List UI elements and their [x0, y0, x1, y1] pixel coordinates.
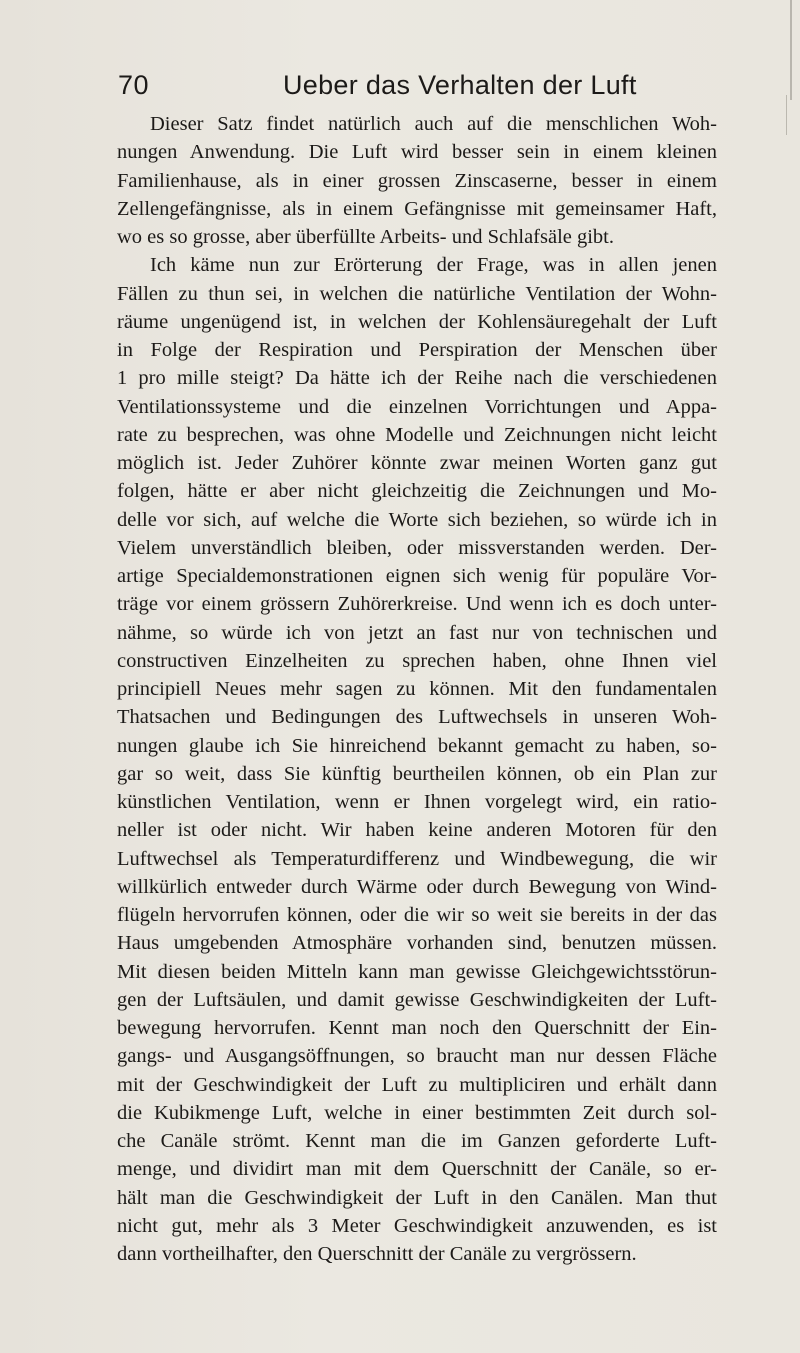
text-line: constructiven Einzelheiten zu sprechen haben, ohne Ihnen viel [117, 649, 717, 672]
text-line: wo es so grosse, aber überfüllte Arbeits- und Schlafsäle gibt. [117, 226, 615, 248]
text-line: flügeln hervorrufen können, oder die wir so weit sie bereits in der das [117, 904, 717, 926]
text-line: träge vor einem grössern Zuhörerkreise. Und wenn ich es doch unter- [117, 593, 717, 616]
text-line: Haus umgebenden Atmosphäre vorhanden sind, benutzen müssen. [117, 932, 717, 955]
text-line: artige Specialdemonstrationen eignen sich wenig für populäre Vor- [117, 565, 717, 587]
text-line: Mit diesen beiden Mitteln kann man gewisse Gleichgewichtsstörun- [117, 960, 717, 983]
text-line: delle vor sich, auf welche die Worte sich beziehen, so würde ich in [117, 508, 717, 531]
text-line: räume ungenügend ist, in welchen der Kohlensäuregehalt der Luft [117, 310, 717, 333]
text-line: menge, und dividirt man mit dem Querschnitt der Canäle, so er- [117, 1158, 717, 1181]
text-line: 1 pro mille steigt? Da hätte ich der Reihe nach die verschiedenen [117, 367, 717, 390]
text-line: nicht gut, mehr als 3 Meter Geschwindigkeit anzuwenden, es ist [117, 1214, 717, 1237]
text-line: rate zu besprechen, was ohne Modelle und Zeichnungen nicht leicht [117, 423, 717, 446]
running-title: Ueber das Verhalten der Luft [283, 70, 637, 100]
text-line: künstlichen Ventilation, wenn er Ihnen vorgelegt wird, ein ratio- [117, 791, 717, 813]
paragraph-2 [117, 251, 717, 1268]
text-line: nähme, so würde ich von jetzt an fast nur von technischen und [117, 621, 717, 644]
page-edge-mark-lower [786, 95, 787, 135]
text-line: Thatsachen und Bedingungen des Luftwechsels in unseren Woh- [117, 706, 717, 729]
text-line: Fällen zu thun sei, in welchen die natürliche Ventilation der Wohn- [117, 282, 717, 305]
body-text [117, 110, 717, 1268]
text-line: hält man die Geschwindigkeit der Luft in den Canälen. Man thut [117, 1186, 717, 1209]
page-edge-mark [790, 0, 792, 100]
text-line: nungen Anwendung. Die Luft wird besser sein in einem kleinen [117, 141, 717, 164]
text-line: gangs- und Ausgangsöffnungen, so braucht man nur dessen Fläche [117, 1045, 717, 1068]
text-line: Ventilationssysteme und die einzelnen Vorrichtungen und Appa- [117, 395, 717, 418]
text-line: dann vortheilhafter, den Querschnitt der Canäle zu vergrössern. [117, 1243, 637, 1265]
text-line: folgen, hätte er aber nicht gleichzeitig die Zeichnungen und Mo- [117, 480, 717, 503]
page-header [118, 70, 718, 110]
text-line: principiell Neues mehr sagen zu können. Mit den fundamentalen [117, 678, 717, 700]
text-line: die Kubikmenge Luft, welche in einer bestimmten Zeit durch sol- [117, 1101, 717, 1124]
text-line: Luftwechsel als Temperaturdifferenz und Windbewegung, die wir [117, 847, 717, 870]
text-line: gen der Luftsäulen, und damit gewisse Geschwindigkeiten der Luft- [117, 988, 717, 1011]
text-line: Familienhause, als in einer grossen Zinscaserne, besser in einem [117, 169, 717, 192]
text-line: Vielem unverständlich bleiben, oder missverstanden werden. Der- [117, 536, 717, 559]
text-line: nungen glaube ich Sie hinreichend bekannt gemacht zu haben, so- [117, 734, 717, 757]
text-line: möglich ist. Jeder Zuhörer könnte zwar meinen Worten ganz gut [117, 452, 717, 474]
paragraph-1 [117, 110, 717, 251]
text-line: mit der Geschwindigkeit der Luft zu multipliciren und erhält dann [117, 1073, 717, 1096]
text-line: Ich käme nun zur Erörterung der Frage, was in allen jenen [150, 254, 717, 277]
text-line: willkürlich entweder durch Wärme oder durch Bewegung von Wind- [117, 875, 717, 898]
text-line: che Canäle strömt. Kennt man die im Ganzen geforderte Luft- [117, 1130, 717, 1152]
text-line: neller ist oder nicht. Wir haben keine anderen Motoren für den [117, 819, 717, 842]
text-line: Dieser Satz findet natürlich auch auf die menschlichen Woh- [150, 113, 717, 135]
page-number: 70 [118, 70, 150, 100]
text-line: in Folge der Respiration und Perspiration der Menschen über [117, 339, 717, 361]
text-line: gar so weit, dass Sie künftig beurtheilen können, ob ein Plan zur [117, 762, 717, 785]
text-line: bewegung hervorrufen. Kennt man noch den Querschnitt der Ein- [117, 1017, 717, 1039]
text-line: Zellengefängnisse, als in einem Gefängnisse mit gemeinsamer Haft, [117, 197, 717, 220]
